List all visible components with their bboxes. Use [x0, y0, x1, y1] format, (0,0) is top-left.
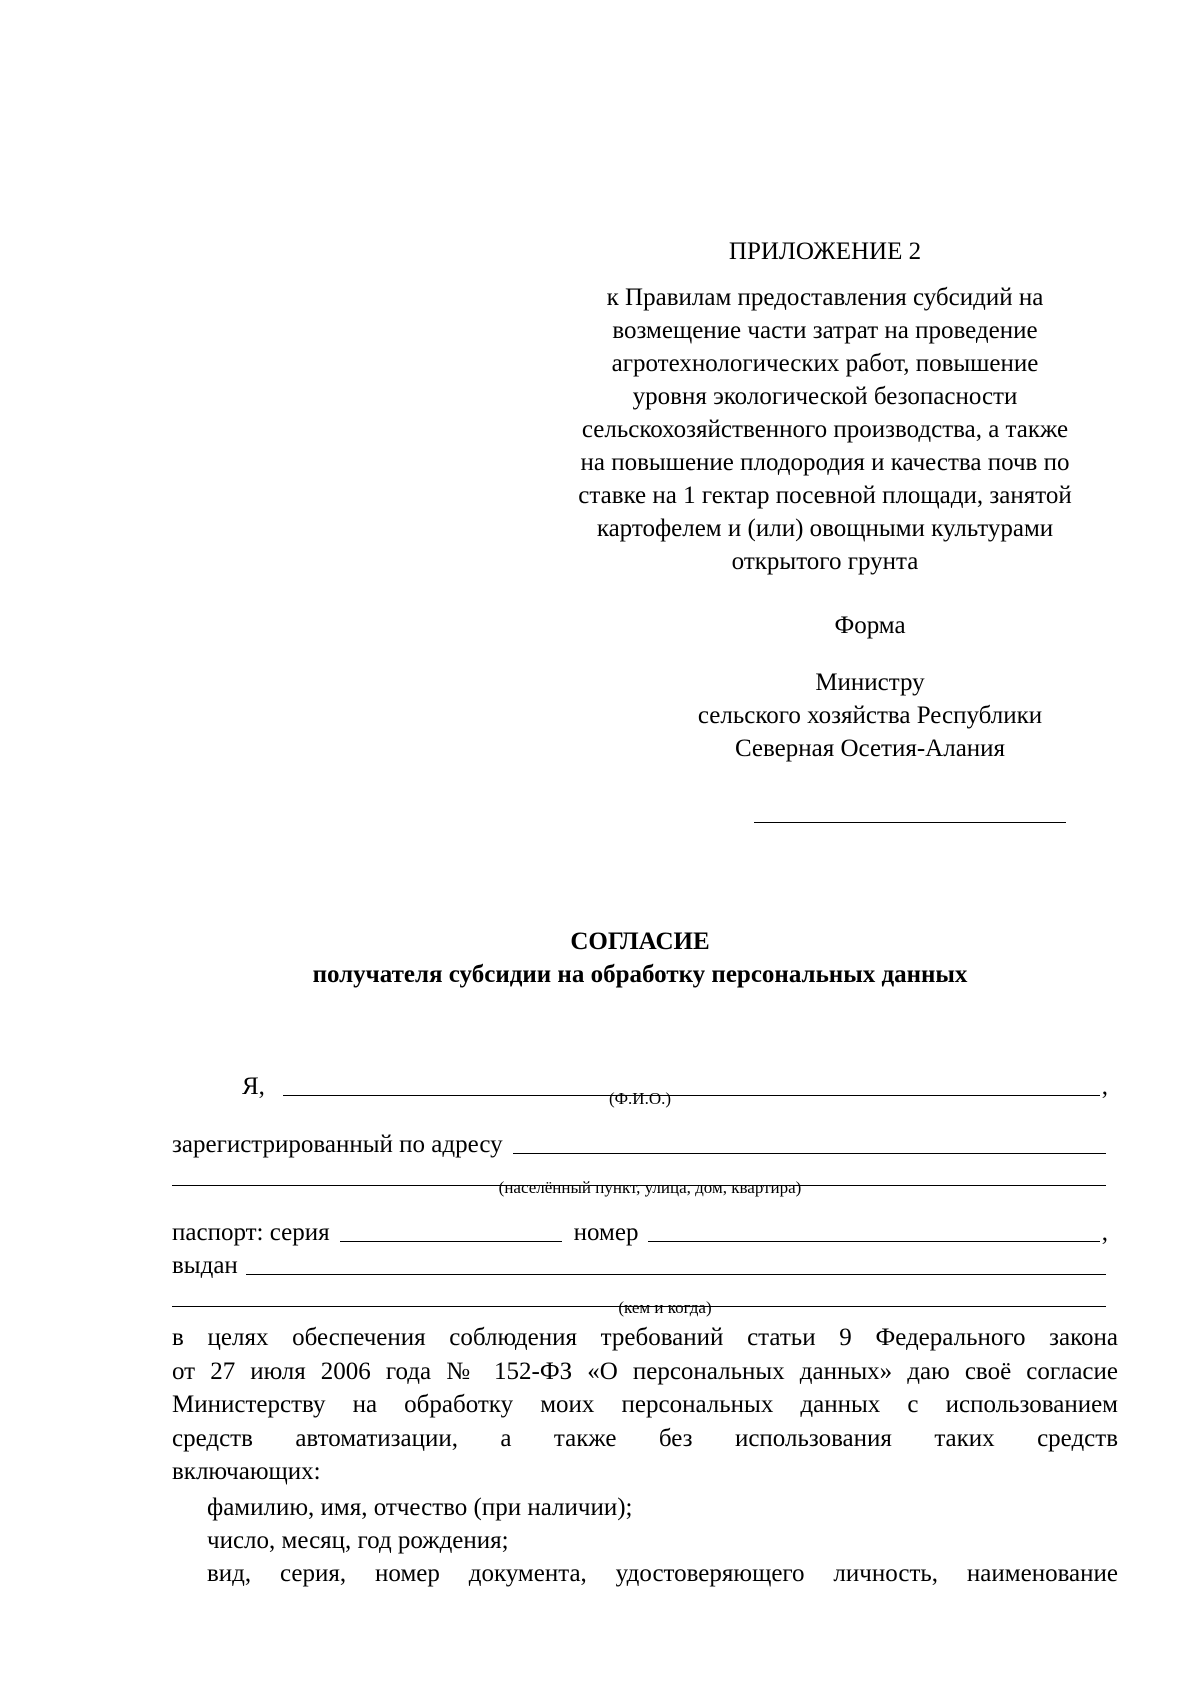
address-field[interactable] — [513, 1127, 1106, 1154]
issued-row — [172, 1247, 1108, 1281]
address-row — [172, 1126, 1108, 1160]
addressee-name-line[interactable] — [754, 822, 1066, 823]
appendix-title: ПРИЛОЖЕНИЕ 2 — [728, 238, 922, 265]
document-subtitle: получателя субсидии на обработку персональных данных — [312, 961, 968, 988]
issued-label: выдан — [172, 1252, 238, 1279]
appendix-line: на повышение плодородия и качества почв по — [580, 449, 1070, 476]
passport-row — [172, 1214, 1108, 1248]
form-label: Форма — [834, 612, 906, 639]
passport-series-field[interactable] — [340, 1215, 562, 1242]
appendix-line: ставке на 1 гектар посевной площади, занятой — [578, 482, 1072, 509]
addressee-block — [660, 666, 1080, 765]
appendix-line: открытого грунта — [731, 548, 919, 575]
addressee-line: Северная Осетия-Алания — [734, 735, 1006, 762]
address-caption: (населённый пункт, улица, дом, квартира) — [498, 1178, 802, 1197]
fio-suffix: , — [1101, 1073, 1108, 1100]
paragraph-line: средств автоматизации, а также без использования таких средств — [172, 1424, 1118, 1452]
document-title: СОГЛАСИЕ — [570, 928, 710, 955]
addressee-line: сельского хозяйства Республики — [697, 702, 1043, 729]
consent-paragraph — [172, 1321, 1118, 1489]
data-list-item: фамилию, имя, отчество (при наличии); — [207, 1494, 633, 1521]
data-list-item: число, месяц, год рождения; — [207, 1527, 509, 1554]
paragraph-line: в целях обеспечения соблюдения требований статьи 9 Федерального закона — [172, 1324, 1118, 1351]
address-label: зарегистрированный по адресу — [172, 1131, 503, 1158]
issued-field[interactable] — [246, 1248, 1106, 1275]
passport-number-field[interactable] — [648, 1215, 1099, 1242]
passport-series-label: паспорт: серия — [172, 1219, 330, 1246]
paragraph-line: от 27 июля 2006 года № 152-ФЗ «О персональных данных» даю своё согласие — [172, 1357, 1118, 1385]
fio-label: Я, — [242, 1073, 265, 1100]
fio-caption: (Ф.И.О.) — [608, 1089, 672, 1108]
appendix-line: картофелем и (или) овощными культурами — [596, 515, 1054, 542]
passport-number-label: номер — [573, 1219, 639, 1246]
paragraph-line: Министерству на обработку моих персональных данных с использованием — [172, 1391, 1118, 1419]
appendix-line: агротехнологических работ, повышение — [611, 350, 1039, 377]
data-list-item: вид, серия, номер документа, удостоверяющего личность, наименование — [207, 1560, 1118, 1587]
issued-caption: (кем и когда) — [618, 1298, 712, 1317]
appendix-text — [530, 281, 1120, 578]
addressee-line: Министру — [815, 669, 925, 696]
appendix-line: сельскохозяйственного производства, а также — [581, 416, 1069, 443]
passport-suffix: , — [1101, 1219, 1108, 1246]
appendix-line: уровня экологической безопасности — [632, 383, 1018, 410]
paragraph-line: включающих: — [172, 1458, 321, 1486]
appendix-line: возмещение части затрат на проведение — [612, 317, 1038, 344]
appendix-line: к Правилам предоставления субсидий на — [606, 284, 1044, 311]
